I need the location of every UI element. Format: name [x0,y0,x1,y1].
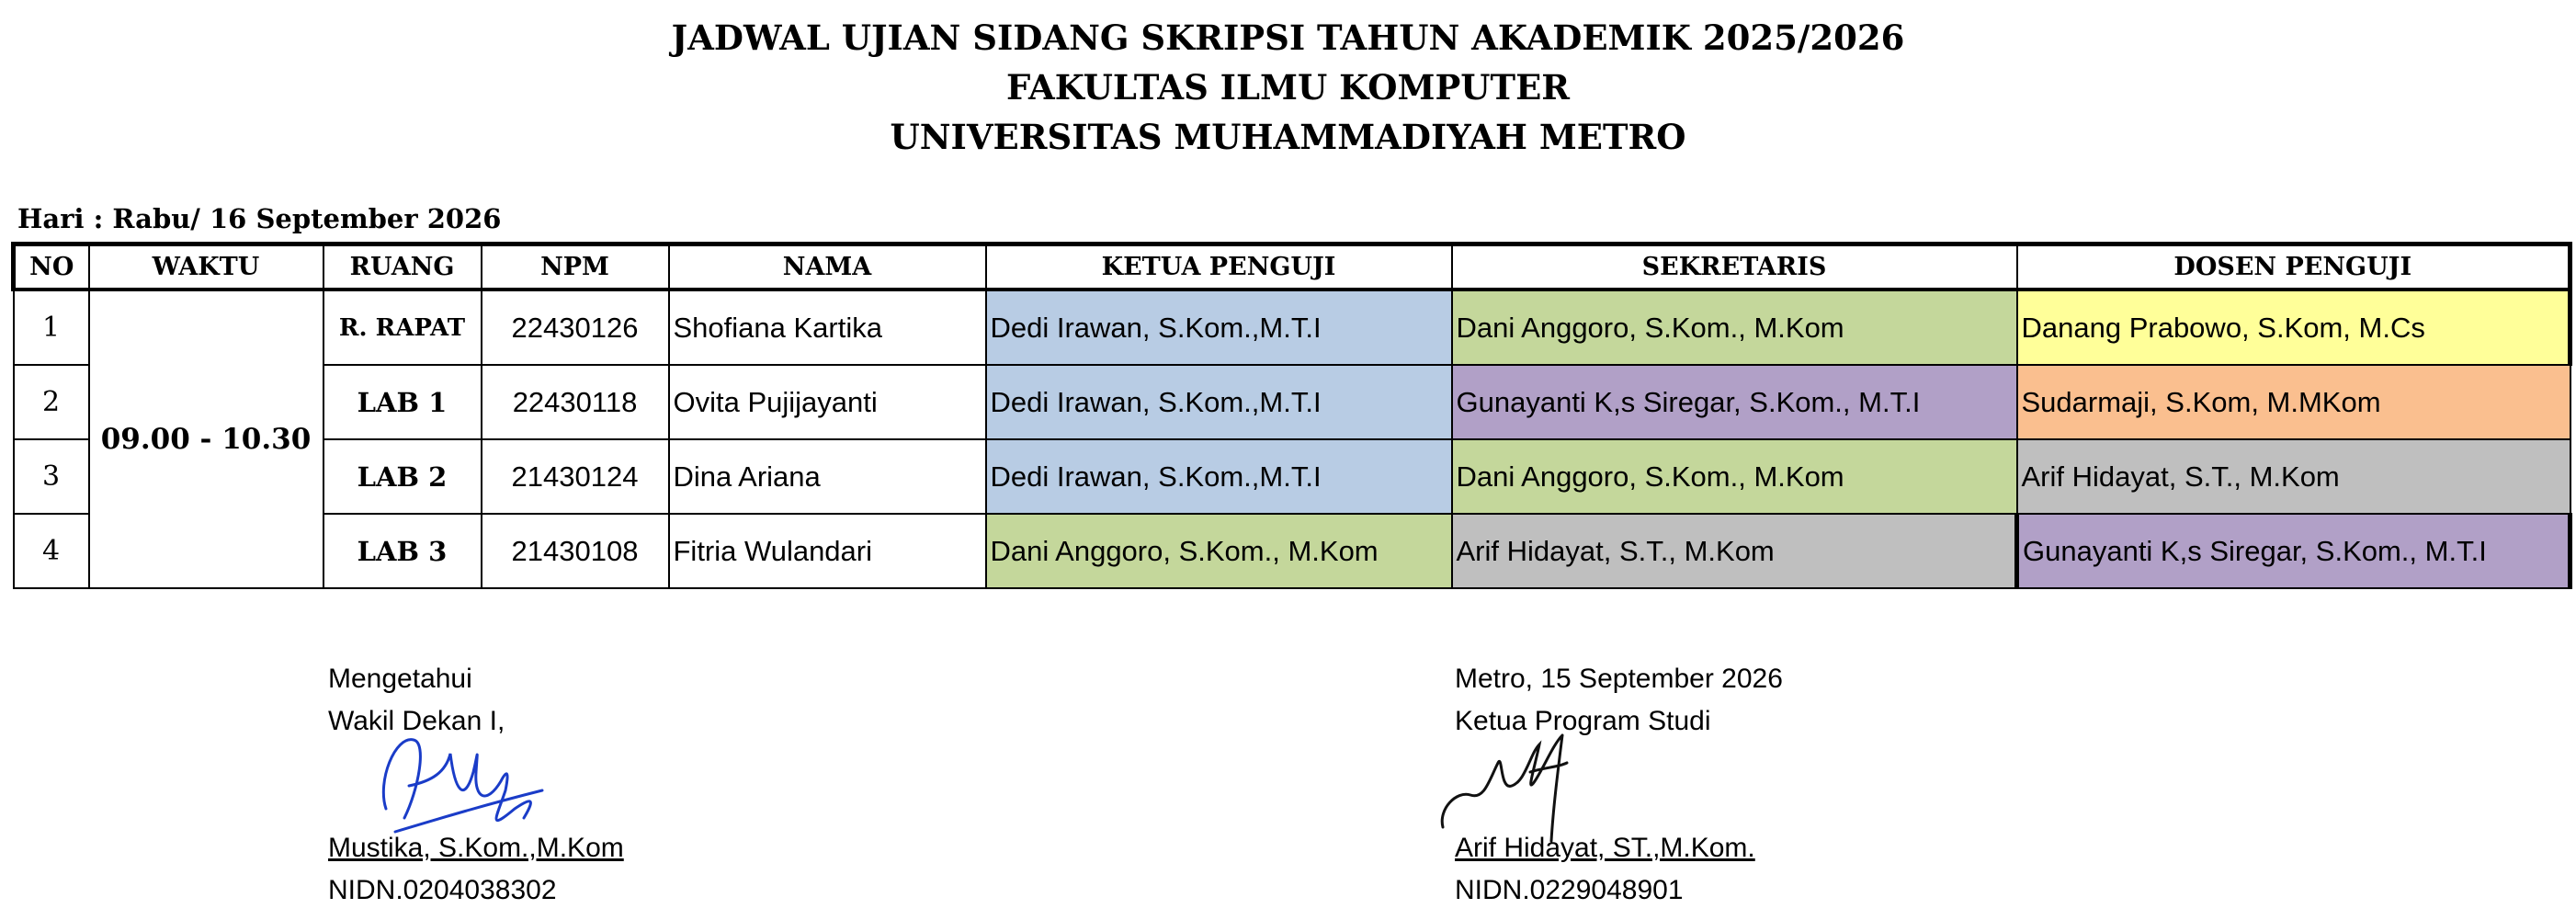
npm: 22430118 [482,365,669,439]
signer-nidn: NIDN.0204038302 [328,875,557,905]
npm: 22430126 [482,290,669,365]
row-no: 4 [14,514,89,588]
npm: 21430124 [482,439,669,514]
room: LAB 2 [323,439,482,514]
exam-schedule-table [11,242,2572,589]
handwritten-signature-left [358,717,551,846]
ketua-penguji: Dedi Irawan, S.Kom.,M.T.I [986,439,1452,514]
student-name: Ovita Pujijayanti [669,365,986,439]
student-name: Dina Ariana [669,439,986,514]
handwritten-signature-right [1434,717,1617,846]
sekretaris: Dani Anggoro, S.Kom., M.Kom [1452,439,2017,514]
room: LAB 1 [323,365,482,439]
ketua-penguji: Dani Anggoro, S.Kom., M.Kom [986,514,1452,588]
sekretaris: Gunayanti K,s Siregar, S.Kom., M.T.I [1452,365,2017,439]
col-header-npm: NPM [482,244,669,290]
col-header-nama: NAMA [669,244,986,290]
schedule-day: Hari : Rabu/ 16 September 2026 [17,203,502,234]
student-name: Shofiana Kartika [669,290,986,365]
place-date: Metro, 15 September 2026 [1455,664,1783,694]
room: R. RAPAT [323,290,482,365]
col-header-sekretaris: SEKRETARIS [1452,244,2017,290]
university-name: UNIVERSITAS MUHAMMADIYAH METRO [890,117,1686,157]
table-row [14,290,2570,365]
signer-name: Mustika, S.Kom.,M.Kom [328,833,624,863]
col-header-waktu: WAKTU [89,244,323,290]
col-header-no: NO [14,244,89,290]
exam-time: 09.00 - 10.30 [89,290,323,588]
npm: 21430108 [482,514,669,588]
col-header-ketua-penguji: KETUA PENGUJI [986,244,1452,290]
ketua-penguji: Dedi Irawan, S.Kom.,M.T.I [986,365,1452,439]
signer-name: Arif Hidayat, ST.,M.Kom. [1455,833,1755,863]
row-no: 1 [14,290,89,365]
table-header-row [14,244,2570,290]
dosen-penguji: Arif Hidayat, S.T., M.Kom [2017,439,2570,514]
student-name: Fitria Wulandari [669,514,986,588]
col-header-ruang: RUANG [323,244,482,290]
signer-nidn: NIDN.0229048901 [1455,875,1684,905]
ketua-penguji: Dedi Irawan, S.Kom.,M.T.I [986,290,1452,365]
table-row [14,439,2570,514]
document-title: JADWAL UJIAN SIDANG SKRIPSI TAHUN AKADEMIK 2025/2026 [671,17,1905,58]
table-row [14,365,2570,439]
sekretaris: Dani Anggoro, S.Kom., M.Kom [1452,290,2017,365]
row-no: 2 [14,365,89,439]
table-row [14,514,2570,588]
acknowledgement-label: Mengetahui [328,664,472,694]
room: LAB 3 [323,514,482,588]
row-no: 3 [14,439,89,514]
signer-position: Ketua Program Studi [1455,706,1711,736]
faculty-name: FAKULTAS ILMU KOMPUTER [1005,67,1571,108]
col-header-dosen-penguji: DOSEN PENGUJI [2017,244,2570,290]
dosen-penguji: Sudarmaji, S.Kom, M.MKom [2017,365,2570,439]
dosen-penguji: Danang Prabowo, S.Kom, M.Cs [2017,290,2570,365]
sekretaris: Arif Hidayat, S.T., M.Kom [1452,514,2017,588]
signer-position: Wakil Dekan I, [328,706,505,736]
dosen-penguji: Gunayanti K,s Siregar, S.Kom., M.T.I [2017,514,2570,588]
